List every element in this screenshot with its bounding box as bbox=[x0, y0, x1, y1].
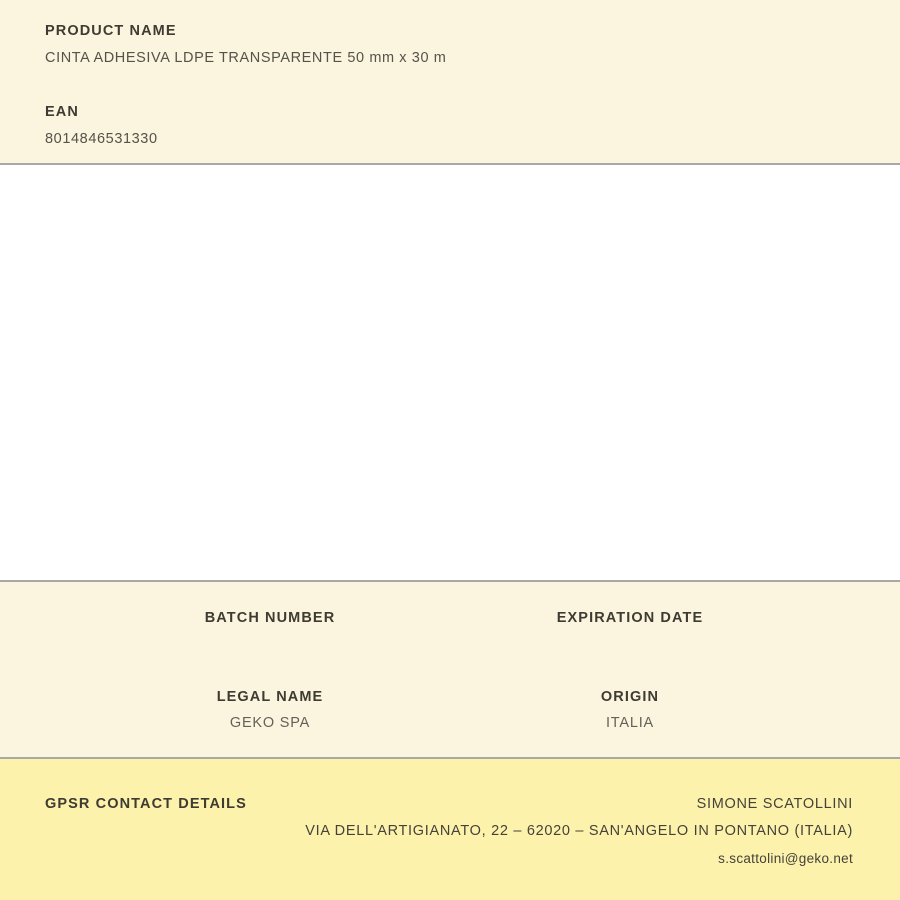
gpsr-contact-name: SIMONE SCATOLLINI bbox=[696, 796, 853, 812]
product-header-section bbox=[0, 0, 900, 165]
origin-value: ITALIA bbox=[605, 715, 655, 732]
origin-field bbox=[450, 689, 810, 732]
expiration-date-field bbox=[450, 610, 810, 627]
ean-value: 8014846531330 bbox=[45, 131, 158, 148]
details-section bbox=[0, 580, 900, 759]
batch-number-field bbox=[90, 610, 450, 627]
product-name-field bbox=[45, 23, 855, 66]
ean-label: EAN bbox=[45, 104, 79, 121]
empty-content-area bbox=[0, 165, 900, 580]
product-name-value: CINTA ADHESIVA LDPE TRANSPARENTE 50 mm x 30 m bbox=[45, 49, 447, 66]
gpsr-footer-section bbox=[0, 759, 900, 900]
gpsr-contact-email: s.scattolini@geko.net bbox=[718, 851, 853, 867]
legal-name-value: GEKO SPA bbox=[229, 715, 311, 732]
legal-name-field bbox=[90, 689, 450, 732]
gpsr-contact-details-label: GPSR CONTACT DETAILS bbox=[45, 796, 247, 812]
legal-name-label: LEGAL NAME bbox=[216, 688, 324, 705]
product-name-label: PRODUCT NAME bbox=[45, 23, 177, 39]
details-row-batch-expiration bbox=[90, 610, 810, 627]
origin-label: ORIGIN bbox=[600, 688, 660, 705]
batch-number-label: BATCH NUMBER bbox=[204, 610, 336, 626]
ean-field bbox=[45, 104, 855, 147]
gpsr-contact-block bbox=[305, 796, 853, 867]
expiration-date-label: EXPIRATION DATE bbox=[556, 610, 704, 626]
details-row-legal-origin bbox=[90, 689, 810, 732]
gpsr-contact-address: VIA DELL'ARTIGIANATO, 22 – 62020 – SAN'ANGELO IN PONTANO (ITALIA) bbox=[305, 822, 853, 839]
